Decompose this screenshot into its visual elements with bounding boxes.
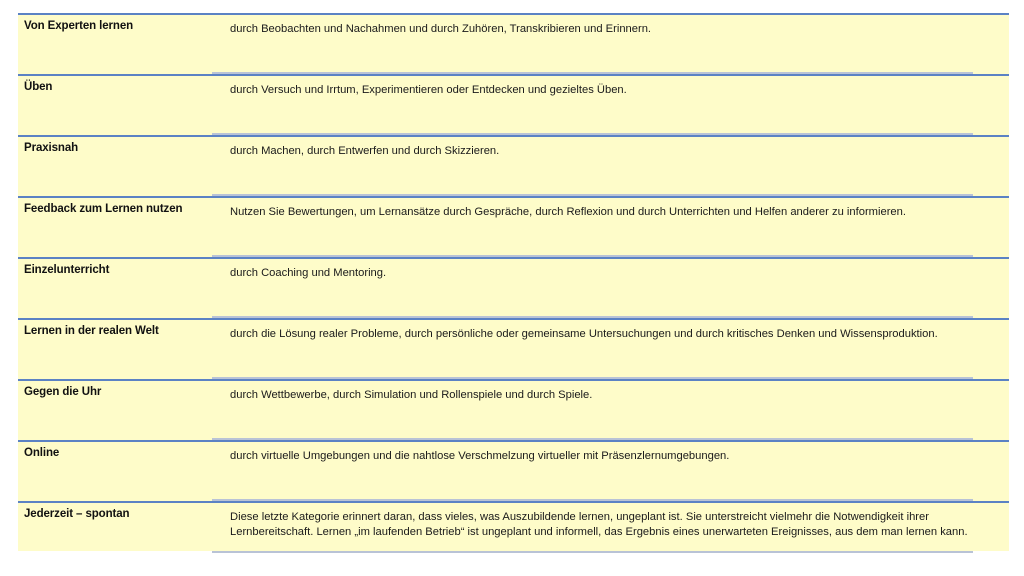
learning-methods-table bbox=[18, 13, 1009, 565]
row-topic: Praxisnah bbox=[24, 142, 79, 154]
row-topic: Von Experten lernen bbox=[24, 20, 134, 32]
row-description: durch Wettbewerbe, durch Simulation und Rollenspiele und durch Spiele. bbox=[230, 389, 593, 401]
table-row bbox=[18, 257, 1009, 318]
row-topic: Üben bbox=[24, 81, 53, 93]
row-description: durch Beobachten und Nachahmen und durch Zuhören, Transkribieren und Erinnern. bbox=[230, 23, 652, 35]
row-topic: Online bbox=[24, 447, 60, 459]
row-topic: Feedback zum Lernen nutzen bbox=[24, 203, 183, 215]
table-row bbox=[18, 135, 1009, 196]
table-row bbox=[18, 501, 1009, 551]
table-row bbox=[18, 440, 1009, 501]
table-row bbox=[18, 379, 1009, 440]
row-topic: Lernen in der realen Welt bbox=[24, 325, 159, 337]
table-row bbox=[18, 318, 1009, 379]
row-divider bbox=[212, 551, 973, 553]
row-description: durch Versuch und Irrtum, Experimentieren oder Entdecken und gezieltes Üben. bbox=[230, 84, 627, 96]
table-row bbox=[18, 196, 1009, 257]
table-row bbox=[18, 13, 1009, 74]
row-description: Nutzen Sie Bewertungen, um Lernansätze durch Gespräche, durch Reflexion und durch Unterrichten und Helfen anderer zu informieren. bbox=[230, 206, 906, 218]
row-topic: Einzelunterricht bbox=[24, 264, 110, 276]
row-topic: Gegen die Uhr bbox=[24, 386, 102, 398]
table-row bbox=[18, 74, 1009, 135]
row-description: Diese letzte Kategorie erinnert daran, dass vieles, was Auszubildende lernen, ungeplant ist. Sie unterstreicht vielmehr die Notwendigkeit ihrer Lernbereitschaft. Lernen „im laufenden Betrieb“ ist ungeplant und informell, das Ergebnis eines unerwarteten Ereignisses, aus dem man lernen kann. bbox=[230, 511, 968, 538]
row-topic: Jederzeit – spontan bbox=[24, 508, 130, 520]
row-description: durch die Lösung realer Probleme, durch persönliche oder gemeinsame Untersuchungen und durch kritisches Denken und Wissensproduktion. bbox=[230, 328, 938, 340]
row-description: durch virtuelle Umgebungen und die nahtlose Verschmelzung virtueller mit Präsenzlernumgebungen. bbox=[230, 450, 730, 462]
row-description: durch Machen, durch Entwerfen und durch Skizzieren. bbox=[230, 145, 500, 157]
row-description: durch Coaching und Mentoring. bbox=[230, 267, 387, 279]
